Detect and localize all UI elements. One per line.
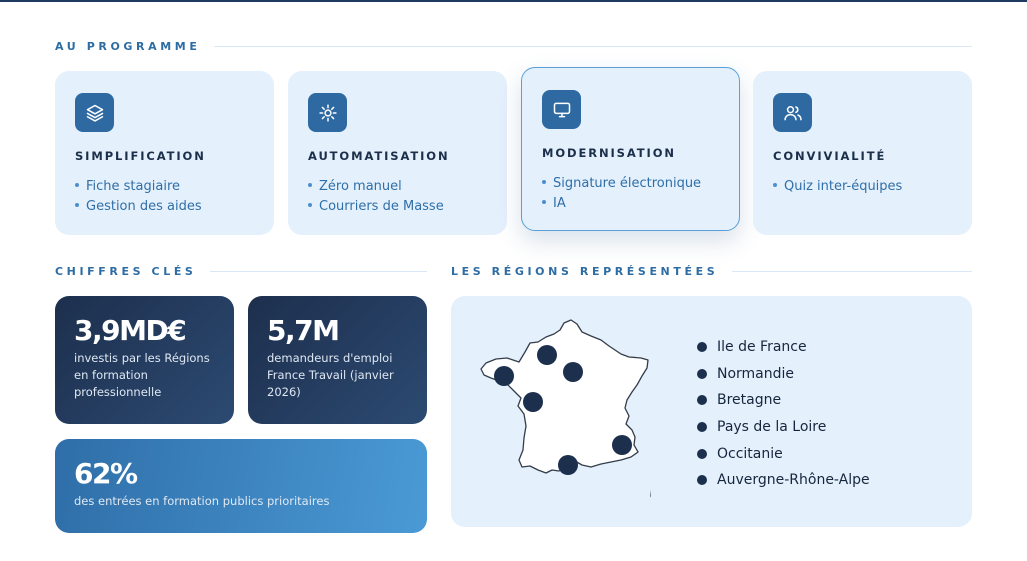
section-divider [210, 271, 427, 272]
section-divider [732, 271, 972, 272]
monitor-icon [542, 90, 581, 129]
program-card-automatisation[interactable] [288, 71, 507, 235]
map-marker-pays-de-la-loire [523, 392, 543, 412]
program-card-item: Courriers de Masse [308, 197, 487, 217]
sun-icon [308, 93, 347, 132]
program-card-item: IA [542, 194, 719, 214]
section-title-key-figures [55, 265, 427, 278]
program-card-item: Fiche stagiaire [75, 177, 254, 197]
program-card-title: CONVIVIALITÉ [773, 149, 887, 163]
region-item: Normandie [697, 361, 870, 388]
stat-description: demandeurs d'emploi France Travail (janvier 2026) [267, 351, 394, 399]
map-marker-auvergne-rhone-alpes [612, 435, 632, 455]
map-marker-bretagne [494, 366, 514, 386]
stat-card-investment [55, 296, 234, 424]
region-item: Occitanie [697, 440, 870, 467]
users-icon [773, 93, 812, 132]
stat-card-job-seekers [248, 296, 427, 424]
region-item: Auvergne-Rhône-Alpe [697, 467, 870, 494]
program-card-title: SIMPLIFICATION [75, 149, 206, 163]
section-title-regions [451, 265, 972, 278]
section-divider [214, 46, 972, 47]
program-card-convivialite[interactable] [753, 71, 972, 235]
stat-description: investis par les Régions en formation professionnelle [74, 351, 210, 399]
program-card-item: Gestion des aides [75, 197, 254, 217]
stat-value: 3,9MD€ [74, 314, 186, 347]
map-marker-occitanie [558, 455, 578, 475]
layers-icon [75, 93, 114, 132]
region-item: Ile de France [697, 334, 870, 361]
stat-description: des entrées en formation publics prioritaires [74, 494, 330, 508]
stat-card-priority-public [55, 439, 427, 533]
france-map [451, 296, 651, 527]
program-card-item: Signature électronique [542, 174, 719, 194]
program-card-title: MODERNISATION [542, 146, 676, 160]
regions-list [697, 334, 870, 494]
section-title-program-label: AU PROGRAMME [55, 40, 201, 53]
map-marker-ile-de-france [563, 362, 583, 382]
region-item: Pays de la Loire [697, 414, 870, 441]
program-card-item: Quiz inter-équipes [773, 177, 952, 197]
map-marker-normandie [537, 345, 557, 365]
program-card-title: AUTOMATISATION [308, 149, 450, 163]
section-title-program [55, 40, 972, 53]
stat-value: 5,7M [267, 314, 339, 347]
program-card-simplification[interactable] [55, 71, 274, 235]
program-card-item: Zéro manuel [308, 177, 487, 197]
program-card-modernisation[interactable] [521, 67, 740, 231]
stat-value: 62% [74, 457, 137, 490]
section-title-key-figures-label: CHIFFRES CLÉS [55, 265, 197, 278]
region-item: Bretagne [697, 387, 870, 414]
regions-panel [451, 296, 972, 527]
section-title-regions-label: LES RÉGIONS REPRÉSENTÉES [451, 265, 719, 278]
top-border [0, 0, 1027, 2]
